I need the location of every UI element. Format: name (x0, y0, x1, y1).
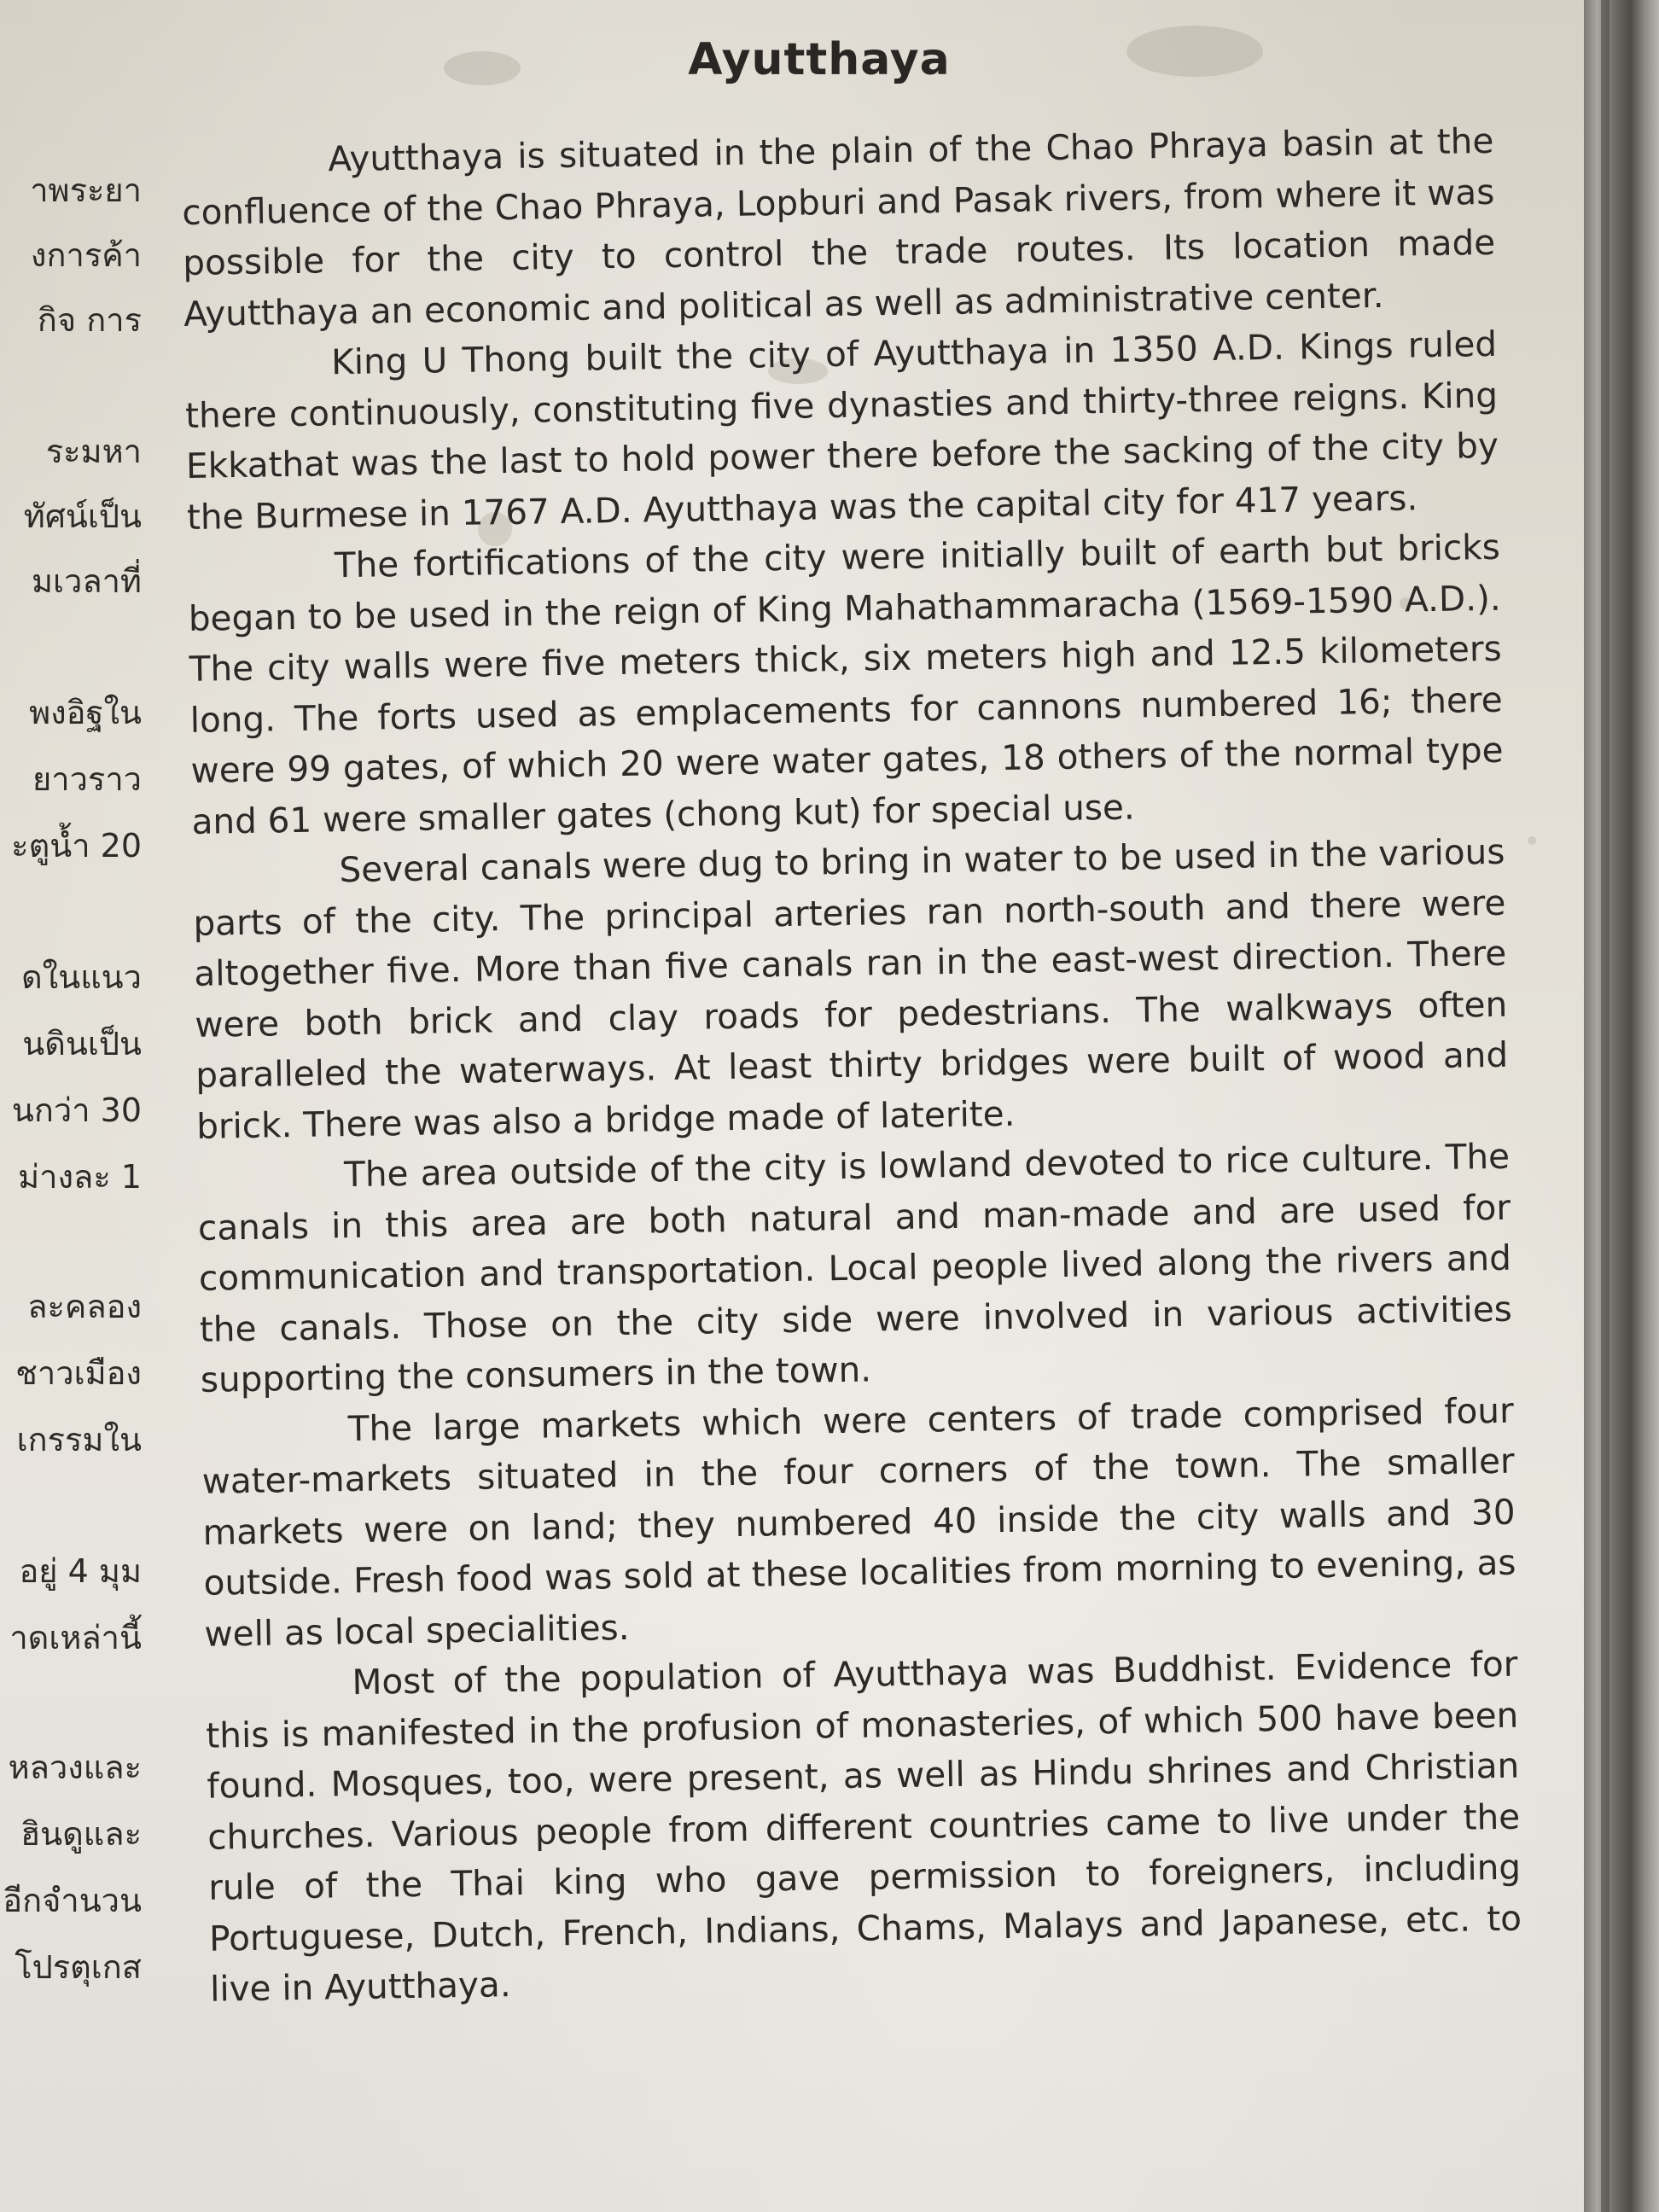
paragraph: King U Thong built the city of Ayutthaya in 1350 A.D. Kings ruled there continuously, constituting five dynasties and thirty-three reigns. King Ekkathat was the last to hold power there before the sacking of the city by the Burmese in 1767 A.D. Ayutthaya was the capital city for 417 years. (184, 323, 1499, 538)
thai-line: ฮินดูและ (20, 1815, 142, 1853)
thai-line: ละคลอง (27, 1288, 142, 1325)
board-frame (1584, 0, 1659, 2212)
frame-streak (1601, 0, 1610, 2212)
stain (444, 51, 521, 85)
thai-line: มเวลาที่ (31, 562, 142, 600)
thai-line: งการค้า (30, 236, 142, 274)
paragraph: The fortifications of the city were initially built of earth but bricks began to be used in the reign of King Mahathammaracha (1569-1590 A.D.). The city walls were five meters thick, six meters high and 12.5 kilometers long. The forts used as emplacements for cannons numbered 16; there were 99 gates, of which 20 were water gates, 18 others of the normal type and 61 were smaller gates (chong kut) for special use. (188, 526, 1504, 842)
thai-line: นกว่า 30 (11, 1091, 142, 1129)
thai-line: ม่างละ 1 (18, 1158, 142, 1196)
thai-line: าดเหล่านี้ (9, 1619, 142, 1656)
thai-line: ยาวราว (32, 760, 142, 798)
thai-line: ดในแนว (20, 958, 142, 996)
thai-line: ระมหา (45, 433, 142, 470)
thai-line: ะตูน้ำ 20 (11, 827, 142, 864)
page-title: Ayutthaya (688, 34, 951, 85)
thai-line: ทัศน์เป็น (23, 498, 142, 535)
body-text (181, 116, 1522, 2015)
stain (1528, 836, 1536, 845)
thai-line: อีกจำนวน (3, 1882, 142, 1919)
thai-line: โปรตุเกส (15, 1948, 142, 1986)
paragraph: Most of the population of Ayutthaya was Buddhist. Evidence for this is manifested in the profusion of monasteries, of which 500 have been found. Mosques, too, were present, as well as Hindu shrines and Christian churches. Various people from different countries came to live under the rule of the Thai king who gave permission to foreigners, including Portuguese, Dutch, French, Indians, Chams, Malays and Japanese, etc. to live in Ayutthaya. (206, 1643, 1522, 2010)
paragraph: The area outside of the city is lowland devoted to rice culture. The canals in this area are both natural and man-made and are used for communication and transportation. Local people lived along the rivers and the canals. Those on the city side were involved in various activities supporting the consumers in the town. (197, 1135, 1513, 1400)
stain (1126, 26, 1263, 77)
thai-line: เกรรมใน (16, 1421, 142, 1458)
thai-line: อยู่ 4 มุม (19, 1552, 142, 1590)
thai-line: หลวงและ (8, 1749, 142, 1786)
thai-line: นดินเป็น (22, 1025, 142, 1062)
paragraph: Several canals were dug to bring in water to be used in the various parts of the city. The principal arteries ran north-south and there were altogether five. More than five canals ran in the east-west direction. There were both brick and clay roads for pedestrians. The walkways often paralleled the waterways. At least thirty bridges were built of wood and brick. There was also a bridge made of laterite. (193, 830, 1509, 1147)
thai-line: าพระยา (30, 172, 142, 209)
paragraph: Ayutthaya is situated in the plain of the Chao Phraya basin at the confluence of the Chao Phraya, Lopburi and Pasak rivers, from where it was possible for the city to control the trade routes. Its location made Ayutthaya an economic and political as well as administrative center. (182, 119, 1496, 335)
thai-line: ชาวเมือง (15, 1354, 142, 1392)
thai-line: กิจ การ (37, 301, 142, 339)
thai-line: พงอิฐใน (29, 694, 142, 731)
paragraph: The large markets which were centers of trade comprised four water-markets situated in the four corners of the town. The smaller markets were on land; they numbered 40 inside the city walls and 30 outside. Fresh food was sold at these localities from morning to evening, as well as local specialities. (201, 1389, 1516, 1655)
thai-text-column (0, 0, 145, 2212)
